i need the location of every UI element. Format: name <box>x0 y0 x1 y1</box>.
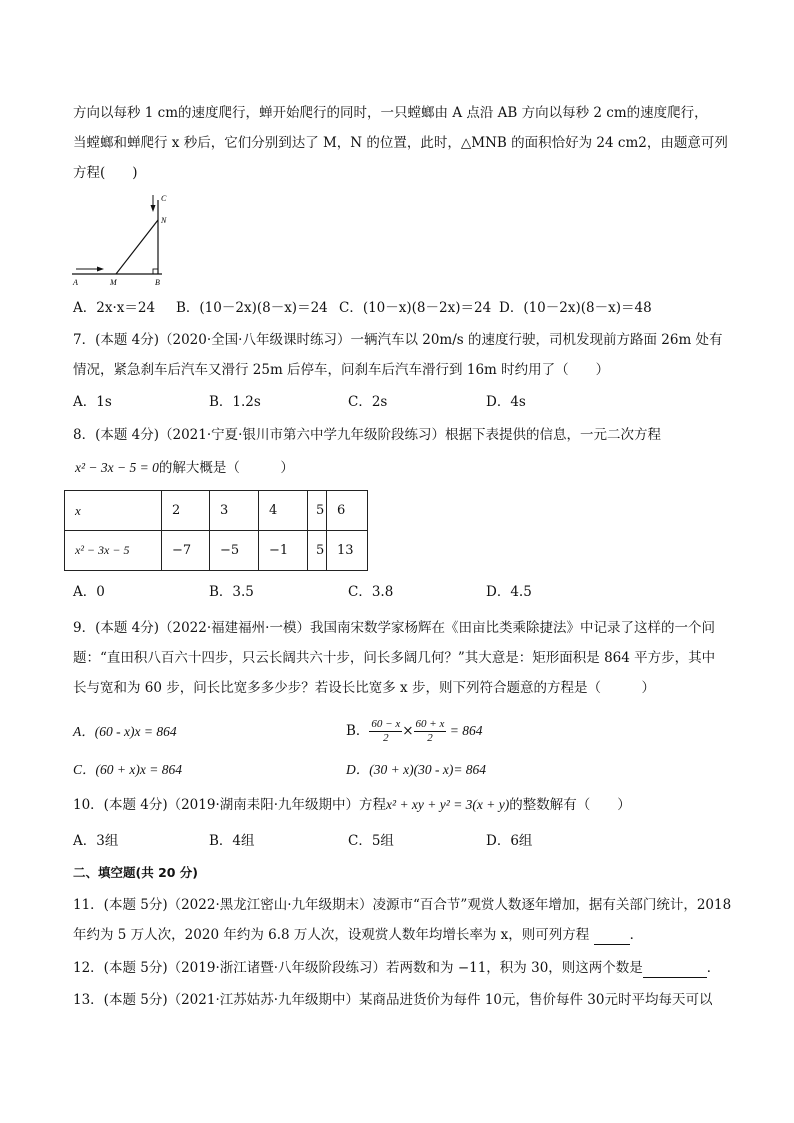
table-row <box>65 491 368 531</box>
q9-text-line1: 9．(本题 4分)（2022·福建福州·一模）我国南宋数学家杨辉在《田亩比类乘除捷法》中记录了这样的一个问 <box>73 620 715 636</box>
table-cell: 3 <box>210 491 259 531</box>
table-cell: −1 <box>259 531 308 571</box>
q12-text-line1 <box>73 958 720 978</box>
q7-option-d[interactable]: D．4s <box>486 394 526 410</box>
table-cell: x <box>65 491 162 531</box>
q8-text-line2-suffix: 的解大概是（ ） <box>158 460 294 476</box>
answer-blank[interactable] <box>643 963 707 978</box>
table-cell: x² − 3x − 5 <box>65 531 162 571</box>
q9-option-c[interactable]: C．(60 + x)x = 864 <box>73 762 182 777</box>
q8-equation: x² − 3x − 5 = 0 <box>75 460 159 475</box>
q6-figure <box>68 192 178 292</box>
q9-option-b-suffix: = 864 <box>446 723 483 738</box>
q10-suffix: 的整数解有（ ） <box>509 797 631 813</box>
table-row <box>65 531 368 571</box>
arrow-down-icon <box>151 205 156 212</box>
q8-option-c[interactable]: C．3.8 <box>348 584 394 600</box>
q6-option-a[interactable]: A．2x·x＝24 <box>73 300 156 316</box>
q8-option-b[interactable]: B．3.5 <box>209 584 254 600</box>
table-cell: −7 <box>162 531 210 571</box>
q11-line-end: ． <box>629 927 644 943</box>
fraction-numerator: 60 − x <box>371 717 401 730</box>
q12-line-end: ． <box>706 960 721 976</box>
q9-option-d[interactable]: D．(30 + x)(30 - x)= 864 <box>346 762 487 777</box>
q9-option-a[interactable]: A．(60 - x)x = 864 <box>73 724 177 739</box>
q9-text-line3: 长与宽和为 60 步，问长比宽多多少步？若设长比宽多 x 步，则下列符合题意的方程是（ ） <box>73 680 655 696</box>
q8-text-line2 <box>75 458 294 478</box>
label-m: M <box>110 278 117 287</box>
q7-text-line1: 7．(本题 4分)（2020·全国·八年级课时练习）一辆汽车以 20m/s 的速度行驶，司机发现前方路面 26m 处有 <box>73 332 723 348</box>
fraction-denominator: 2 <box>383 731 389 744</box>
q10-option-b[interactable]: B．4组 <box>209 833 255 849</box>
right-angle-mark <box>153 269 158 274</box>
q9-text-line2: 题：“直田积八百六十四步，只云长阔共六十步，问长多阔几何？”其大意是：矩形面积是 864 平方步，其中 <box>73 650 716 666</box>
label-c: C <box>161 194 167 203</box>
q11-text-line2-body: 年约为 5 万人次，2020 年约为 6.8 万人次，设观赏人数年均增长率为 x，则可列方程 <box>73 927 590 943</box>
table-cell: 2 <box>162 491 210 531</box>
q8-text-line1: 8．(本题 4分)（2021·宁夏·银川市第六中学九年级阶段练习）根据下表提供的信息，一元二次方程 <box>73 427 661 443</box>
q9-option-b[interactable] <box>346 712 482 750</box>
label-a: A <box>73 278 78 287</box>
q12-text-body: 12．(本题 5分)（2019·浙江诸暨·八年级阶段练习）若两数和为 −11，积为 30，则这两个数是 <box>73 960 643 976</box>
q7-option-b[interactable]: B．1.2s <box>209 394 261 410</box>
q7-text-line2: 情况，紧急刹车后汽车又滑行 25m 后停车，问刹车后汽车滑行到 16m 时约用了（ ） <box>73 362 610 378</box>
q7-option-a[interactable]: A．1s <box>73 394 112 410</box>
label-b: B <box>155 278 160 287</box>
table-cell: 5 <box>308 491 327 531</box>
table-cell: 5 <box>308 531 327 571</box>
q10-prefix: 10．(本题 4分)（2019·湖南耒阳·九年级期中）方程 <box>73 797 387 813</box>
section-heading: 二、填空题(共 20 分) <box>73 865 199 880</box>
q6-option-d[interactable]: D．(10－2x)(8－x)＝48 <box>499 300 652 316</box>
q10-option-a[interactable]: A．3组 <box>73 833 119 849</box>
q13-text-line1: 13．(本题 5分)（2021·江苏姑苏·九年级期中）某商品进货价为每件 10元，售价每件 30元时平均每天可以 <box>73 992 713 1008</box>
q10-option-c[interactable]: C．5组 <box>348 833 394 849</box>
fraction <box>369 718 402 745</box>
q11-text-line1: 11．(本题 5分)（2022·黑龙江密山·九年级期末）凌源市“百合节”观赏人数逐年增加，据有关部门统计，2018 <box>73 897 732 913</box>
q6-option-c[interactable]: C．(10－x)(8－2x)＝24 <box>339 300 492 316</box>
table-cell: 6 <box>327 491 368 531</box>
label-n: N <box>161 216 167 225</box>
arrow-right-icon <box>97 267 104 272</box>
q6-option-b[interactable]: B．(10－2x)(8－x)＝24 <box>176 300 328 316</box>
q7-option-c[interactable]: C．2s <box>348 394 388 410</box>
q8-value-table <box>64 490 368 571</box>
segment-mn <box>116 220 158 274</box>
table-cell: 4 <box>259 491 308 531</box>
fraction-numerator: 60 + x <box>415 717 445 730</box>
fraction-denominator: 2 <box>427 731 433 744</box>
answer-blank[interactable] <box>594 930 630 945</box>
q6-text-line3: 方程( ) <box>73 165 138 181</box>
fraction <box>414 718 447 745</box>
q6-text-line2: 当螳螂和蝉爬行 x 秒后，它们分别到达了 M，N 的位置，此时，△MNB 的面积恰好为 24 cm2，由题意可列 <box>73 135 728 151</box>
q9-option-b-prefix: B． <box>346 723 370 739</box>
q6-text-line1: 方向以每秒 1 cm的速度爬行，蝉开始爬行的同时，一只螳螂由 A 点沿 AB 方向以每秒 2 cm的速度爬行， <box>73 105 708 121</box>
q8-option-d[interactable]: D．4.5 <box>486 584 532 600</box>
q10-option-d[interactable]: D．6组 <box>486 833 533 849</box>
table-cell: −5 <box>210 531 259 571</box>
q10-equation: x² + xy + y² = 3(x + y) <box>386 797 510 812</box>
q11-text-line2 <box>73 925 643 945</box>
times-sign: × <box>402 723 414 739</box>
q10-text <box>73 795 631 815</box>
q8-option-a[interactable]: A．0 <box>73 584 105 600</box>
table-cell: 13 <box>327 531 368 571</box>
